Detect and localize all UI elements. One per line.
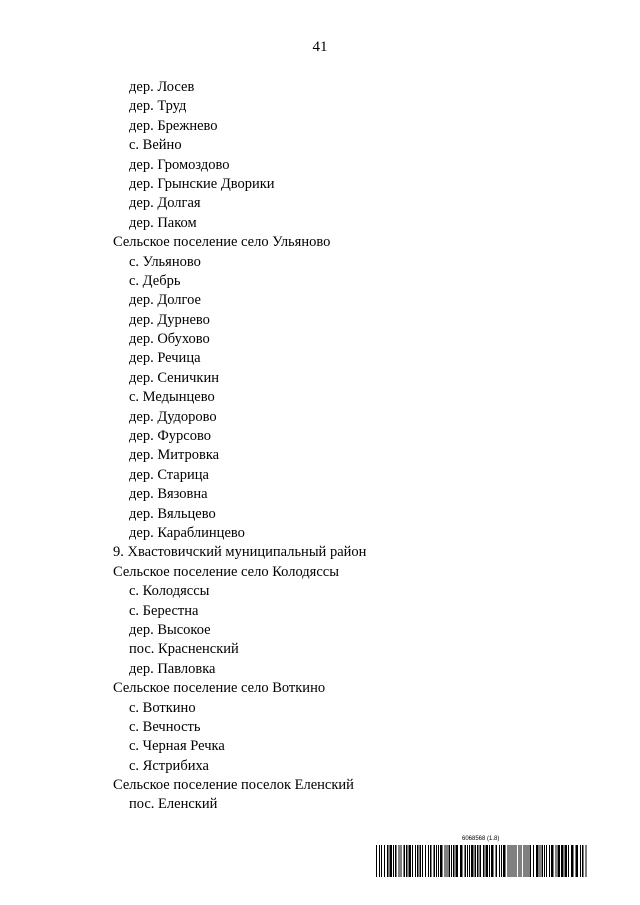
barcode-bar [451, 845, 452, 877]
settlement-entry: дер. Речица [129, 350, 201, 367]
settlement-entry: пос. Красненский [129, 641, 239, 658]
barcode-icon [376, 845, 588, 877]
settlement-entry: дер. Громоздово [129, 156, 230, 173]
barcode-bar [533, 845, 534, 877]
barcode-bar [526, 845, 527, 877]
barcode-bar [412, 845, 413, 877]
settlement-entry: с. Вечность [129, 718, 201, 735]
settlement-entry: дер. Дурнево [129, 311, 210, 328]
barcode-bar [496, 845, 498, 877]
barcode-bar [381, 845, 382, 877]
barcode-bar [510, 845, 511, 877]
barcode-bar [521, 845, 522, 877]
barcode-bar [565, 845, 568, 877]
barcode-bar [483, 845, 485, 877]
barcode-bar [477, 845, 479, 877]
settlement-entry: дер. Долгое [129, 292, 201, 309]
barcode-bar [540, 845, 541, 877]
section-heading: Сельское поселение поселок Еленский [113, 777, 354, 794]
settlement-entry: дер. Старица [129, 466, 209, 483]
settlement-entry: дер. Дудорово [129, 408, 217, 425]
settlement-entry: дер. Митровка [129, 447, 220, 464]
barcode-bar [376, 845, 377, 877]
settlement-entry: дер. Паком [129, 214, 197, 231]
barcode-bar [460, 845, 463, 877]
barcode-bar [456, 845, 459, 877]
barcode-bar [475, 845, 477, 877]
barcode-bar [486, 845, 489, 877]
settlement-entry: с. Ульяново [129, 253, 201, 270]
section-heading: Сельское поселение село Воткино [113, 680, 326, 697]
barcode-bar [453, 845, 455, 877]
barcode-bar [542, 845, 544, 877]
barcode-bar [438, 845, 439, 877]
settlement-entry: с. Воткино [129, 699, 196, 716]
settlement-entry: с. Ястрибиха [129, 757, 209, 774]
settlement-entry: дер. Караблинцево [129, 524, 245, 541]
settlement-entry: с. Медынцево [129, 389, 215, 406]
settlement-entry: дер. Павловка [129, 660, 216, 677]
settlement-list [113, 78, 366, 815]
barcode-bar [489, 845, 490, 877]
settlement-entry: дер. Вяльцево [129, 505, 216, 522]
barcode-bar [393, 845, 394, 877]
barcode-bar [519, 845, 520, 877]
barcode-bar [469, 845, 470, 877]
settlement-entry: дер. Высокое [129, 621, 211, 638]
barcode-bar [395, 845, 397, 877]
barcode-bar [436, 845, 437, 877]
barcode-bar [379, 845, 380, 877]
settlement-entry: с. Дебрь [129, 272, 181, 289]
barcode-bar [586, 845, 587, 877]
barcode-bar [556, 845, 557, 877]
barcode-bar [558, 845, 561, 877]
barcode-bar [571, 845, 574, 877]
barcode-bar [561, 845, 564, 877]
barcode-bar [420, 845, 422, 877]
barcode-bar [508, 845, 509, 877]
barcode-bar [404, 845, 406, 877]
barcode-bar [528, 845, 529, 877]
barcode-bar [546, 845, 547, 877]
barcode-bar [568, 845, 569, 877]
barcode-bar [445, 845, 446, 877]
barcode-bar [434, 845, 436, 877]
barcode-bar [480, 845, 482, 877]
barcode-bar [551, 845, 554, 877]
page-number: 41 [312, 39, 328, 55]
barcode-bar [512, 845, 513, 877]
barcode-bar [582, 845, 584, 877]
barcode-bar [399, 845, 400, 877]
barcode-bar [384, 845, 385, 877]
settlement-entry: пос. Еленский [129, 796, 218, 813]
barcode-bar [576, 845, 579, 877]
barcode-bar [430, 845, 432, 877]
barcode-bar [440, 845, 443, 877]
barcode-bar [417, 845, 419, 877]
barcode-label: 6068568 (1.8) [462, 836, 500, 842]
settlement-entry: с. Берестна [129, 602, 199, 619]
barcode-bar [401, 845, 402, 877]
settlement-entry: с. Черная Речка [129, 738, 225, 755]
barcode-bar [406, 845, 408, 877]
barcode-bar [503, 845, 506, 877]
barcode-bar [516, 845, 517, 877]
barcode-bar [465, 845, 467, 877]
settlement-entry: с. Вейно [129, 137, 182, 154]
barcode-bar [524, 845, 525, 877]
section-heading: Сельское поселение село Колодяссы [113, 563, 339, 580]
barcode-bar [536, 845, 539, 877]
barcode-bar [491, 845, 494, 877]
barcode-bar [428, 845, 429, 877]
settlement-entry: дер. Фурсово [129, 428, 211, 445]
settlement-entry: дер. Обухово [129, 331, 210, 348]
barcode-bar [501, 845, 502, 877]
barcode-bar [447, 845, 448, 877]
settlement-entry: дер. Грынские Дворики [129, 175, 275, 192]
barcode-bar [409, 845, 412, 877]
settlement-entry: с. Колодяссы [129, 583, 210, 600]
barcode-bar [549, 845, 550, 877]
barcode-bar [425, 845, 426, 877]
barcode-bar [544, 845, 545, 877]
barcode-bar [530, 845, 532, 877]
barcode-bar [580, 845, 581, 877]
settlement-entry: дер. Брежнево [129, 117, 218, 134]
barcode-bar [415, 845, 416, 877]
settlement-entry: дер. Труд [129, 98, 187, 115]
settlement-entry: дер. Вязовна [129, 486, 208, 503]
barcode-bar [499, 845, 500, 877]
barcode-bar [514, 845, 515, 877]
barcode-bar [467, 845, 468, 877]
barcode-bar [390, 845, 393, 877]
section-heading: 9. Хвастовичский муниципальный район [113, 544, 367, 561]
settlement-entry: дер. Долгая [129, 195, 201, 212]
settlement-entry: дер. Сеничкин [129, 369, 219, 386]
section-heading: Сельское поселение село Ульяново [113, 234, 331, 251]
barcode-bar [422, 845, 423, 877]
settlement-entry: дер. Лосев [129, 79, 195, 95]
barcode-bar [471, 845, 474, 877]
barcode-bar [387, 845, 389, 877]
barcode-bar [449, 845, 451, 877]
